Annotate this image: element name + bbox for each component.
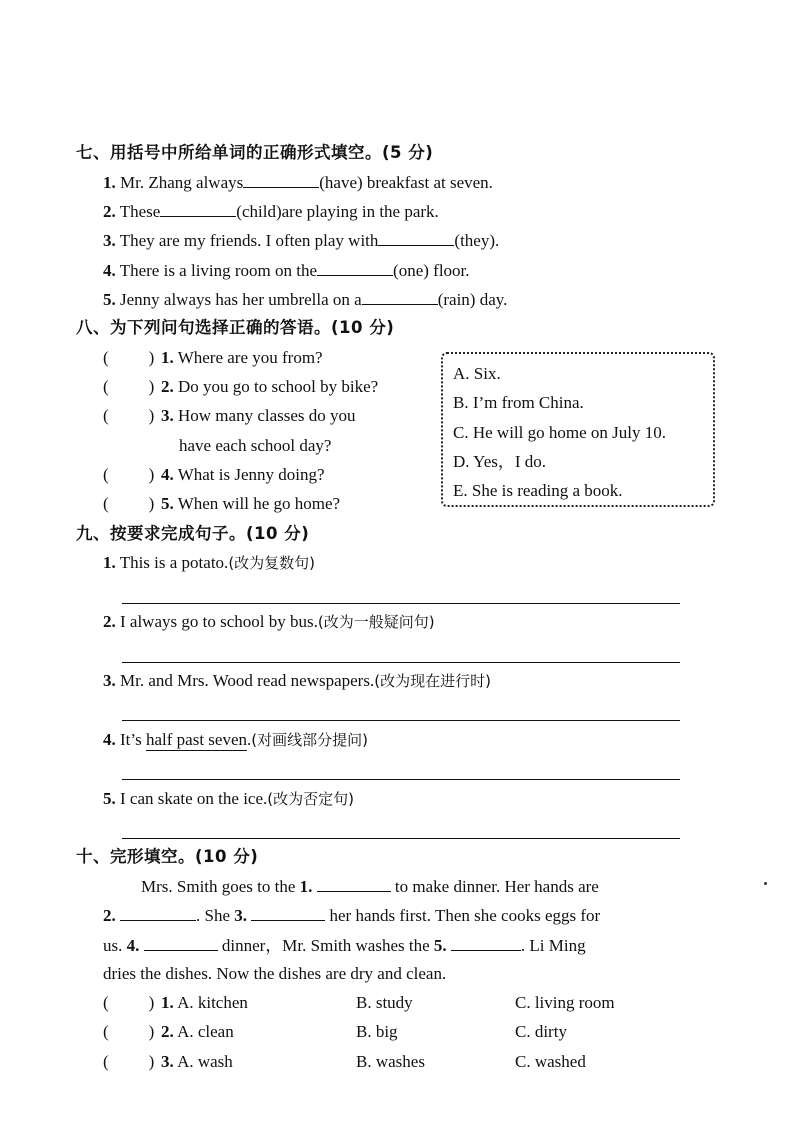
s10-passage-line-2: 2. . She 3. her hands first. Then she cooks eggs for	[103, 906, 601, 925]
s10-passage-line-4: dries the dishes. Now the dishes are dry and clean.	[103, 964, 447, 983]
s7-item-4: 4. There is a living room on the (one) floor.	[103, 261, 470, 280]
s10-blank-1[interactable]	[317, 875, 391, 892]
s10-passage-line-3: us. 4. dinner，Mr. Smith washes the 5. . Li Ming	[103, 936, 586, 955]
s8-option-e: E. She is reading a book.	[453, 481, 623, 500]
s10-choice-2-b: B. big	[356, 1022, 398, 1041]
s10-choice-2-c: C. dirty	[515, 1022, 567, 1041]
s9-item-4: 4. It’s half past seven.(对画线部分提问)	[103, 730, 368, 749]
s8-question-3-cont: have each school day?	[179, 436, 332, 455]
s9-item-3: 3. Mr. and Mrs. Wood read newspapers.(改为现在进行时)	[103, 671, 491, 690]
s9-item-5: 5. I can skate on the ice.(改为否定句)	[103, 789, 354, 808]
s8-answer-slot-3[interactable]: ( )	[103, 406, 155, 425]
section-9-title: 九、按要求完成句子。(10 分)	[76, 524, 310, 543]
s9-answer-line-1[interactable]	[122, 603, 680, 604]
s7-blank-3[interactable]	[378, 229, 454, 246]
s10-answer-slot-1[interactable]: ( )	[103, 993, 155, 1012]
section-10-title: 十、完形填空。(10 分)	[76, 847, 259, 866]
s10-choice-3-c: C. washed	[515, 1052, 586, 1071]
s10-blank-5[interactable]	[451, 934, 521, 951]
s10-choice-3: 3. A. wash	[161, 1052, 233, 1071]
s10-choice-3-b: B. washes	[356, 1052, 425, 1071]
s8-question-5: 5. When will he go home?	[161, 494, 341, 513]
s9-answer-line-3[interactable]	[122, 720, 680, 721]
s8-question-4: 4. What is Jenny doing?	[161, 465, 325, 484]
s8-question-2: 2. Do you go to school by bike?	[161, 377, 379, 396]
s8-answer-slot-5[interactable]: ( )	[103, 494, 155, 513]
s9-answer-line-5[interactable]	[122, 838, 680, 839]
s8-answer-slot-2[interactable]: ( )	[103, 377, 155, 396]
s8-option-a: A. Six.	[453, 364, 501, 383]
s8-option-d: D. Yes，I do.	[453, 452, 547, 471]
s10-choice-1: 1. A. kitchen	[161, 993, 248, 1012]
s9-answer-line-2[interactable]	[122, 662, 680, 663]
s9-answer-line-4[interactable]	[122, 779, 680, 780]
s8-answer-slot-4[interactable]: ( )	[103, 465, 155, 484]
s7-item-5: 5. Jenny always has her umbrella on a (rain) day.	[103, 290, 508, 309]
section-7-title: 七、用括号中所给单词的正确形式填空。(5 分)	[76, 143, 434, 162]
s9-item-1: 1. This is a potato.(改为复数句)	[103, 553, 316, 572]
s10-choice-2: 2. A. clean	[161, 1022, 234, 1041]
stray-dot	[764, 882, 767, 885]
s7-item-3: 3. They are my friends. I often play with (they).	[103, 231, 500, 250]
s8-option-c: C. He will go home on July 10.	[453, 423, 666, 442]
s8-options-box	[441, 352, 715, 507]
s10-passage-line-1: Mrs. Smith goes to the 1. to make dinner. Her hands are	[141, 877, 599, 896]
s10-blank-4[interactable]	[144, 934, 218, 951]
s7-blank-1[interactable]	[243, 171, 319, 188]
s8-option-b: B. I’m from China.	[453, 393, 584, 412]
s10-answer-slot-3[interactable]: ( )	[103, 1052, 155, 1071]
s7-item-2: 2. These (child)are playing in the park.	[103, 202, 439, 221]
s8-question-3: 3. How many classes do you	[161, 406, 356, 425]
s7-blank-4[interactable]	[317, 259, 393, 276]
s9-item-2: 2. I always go to school by bus.(改为一般疑问句)	[103, 612, 435, 631]
s9-underlined-phrase: half past seven	[145, 730, 248, 749]
s10-choice-1-c: C. living room	[515, 993, 615, 1012]
s7-blank-5[interactable]	[362, 288, 438, 305]
s10-choice-1-b: B. study	[356, 993, 413, 1012]
s10-answer-slot-2[interactable]: ( )	[103, 1022, 155, 1041]
s8-answer-slot-1[interactable]: ( )	[103, 348, 155, 367]
s10-blank-3[interactable]	[251, 904, 325, 921]
section-8-title: 八、为下列问句选择正确的答语。(10 分)	[76, 318, 395, 337]
s10-blank-2[interactable]	[120, 904, 196, 921]
s7-item-1: 1. Mr. Zhang always (have) breakfast at seven.	[103, 173, 493, 192]
s8-question-1: 1. Where are you from?	[161, 348, 323, 367]
s7-blank-2[interactable]	[160, 200, 236, 217]
